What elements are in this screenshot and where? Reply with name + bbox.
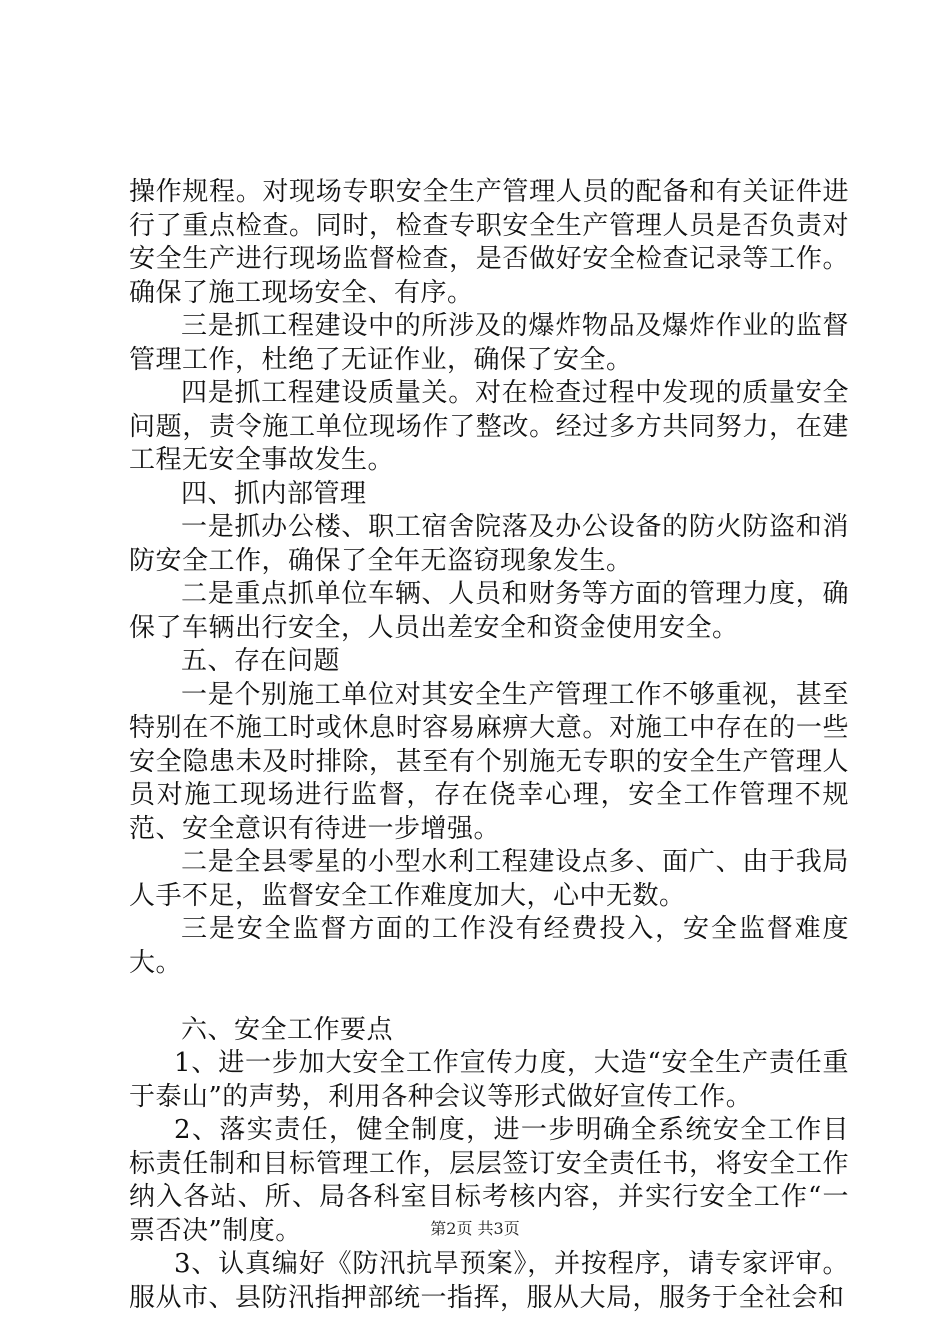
paragraph-spacer xyxy=(129,980,849,1014)
page-number-footer: 第2页 共3页 xyxy=(430,1219,520,1238)
paragraph-internal-two: 二是重点抓单位车辆、人员和财务等方面的管理力度，确保了车辆出行安全，人员出差安全和资金使用安全。 xyxy=(129,579,849,643)
paragraph-point-three: 3、认真编好《防汛抗旱预案》，并按程序，请专家评审。服从市、县防汛指押部统一指挥，服从大局，服务于全社会和 xyxy=(129,1249,849,1313)
section-heading-internal-management: 四、抓内部管理 xyxy=(181,478,367,509)
paragraph-item-three: 三是抓工程建设中的所涉及的爆炸物品及爆炸作业的监督管理工作，杜绝了无证作业，确保了安全。 xyxy=(129,311,849,375)
paragraph-problem-one: 一是个别施工单位对其安全生产管理工作不够重视，甚至特别在不施工时或休息时容易麻痹大意。对施工中存在的一些安全隐患未及时排除，甚至有个别施无专职的安全生产管理人员对施工现场进行监督，存在侥幸心理，安全工作管理不规范、安全意识有待进一步增强。 xyxy=(129,679,849,844)
paragraph-internal-one: 一是抓办公楼、职工宿舍院落及办公设备的防火防盗和消防安全工作，确保了全年无盗窃现象发生。 xyxy=(129,512,849,576)
document-body xyxy=(129,176,849,1315)
section-heading-safety-key-points: 六、安全工作要点 xyxy=(181,1014,394,1045)
section-heading-existing-problems: 五、存在问题 xyxy=(181,646,341,676)
paragraph-point-two: 2、落实责任，健全制度，进一步明确全系统安全工作目标责任制和目标管理工作，层层签订安全责任书，将安全工作纳入各站、所、局各科室目标考核内容，并实行安全工作“一票否决”制度。 xyxy=(129,1115,849,1246)
paragraph-continuation: 操作规程。对现场专职安全生产管理人员的配备和有关证件进行了重点检查。同时，检查专职安全生产管理人员是否负责对安全生产进行现场监督检查，是否做好安全检查记录等工作。确保了施工现场安全、有序。 xyxy=(129,177,849,308)
paragraph-item-four: 四是抓工程建设质量关。对在检查过程中发现的质量安全问题，责令施工单位现场作了整改。经过多方共同努力，在建工程无安全事故发生。 xyxy=(129,378,849,475)
paragraph-point-one: 1、进一步加大安全工作宣传力度，大造“安全生产责任重于泰山”的声势，利用各种会议等形式做好宣传工作。 xyxy=(129,1048,849,1112)
paragraph-problem-three: 三是安全监督方面的工作没有经费投入，安全监督难度大。 xyxy=(129,914,849,978)
paragraph-problem-two: 二是全县零星的小型水利工程建设点多、面广、由于我局人手不足，监督安全工作难度加大，心中无数。 xyxy=(129,847,849,911)
